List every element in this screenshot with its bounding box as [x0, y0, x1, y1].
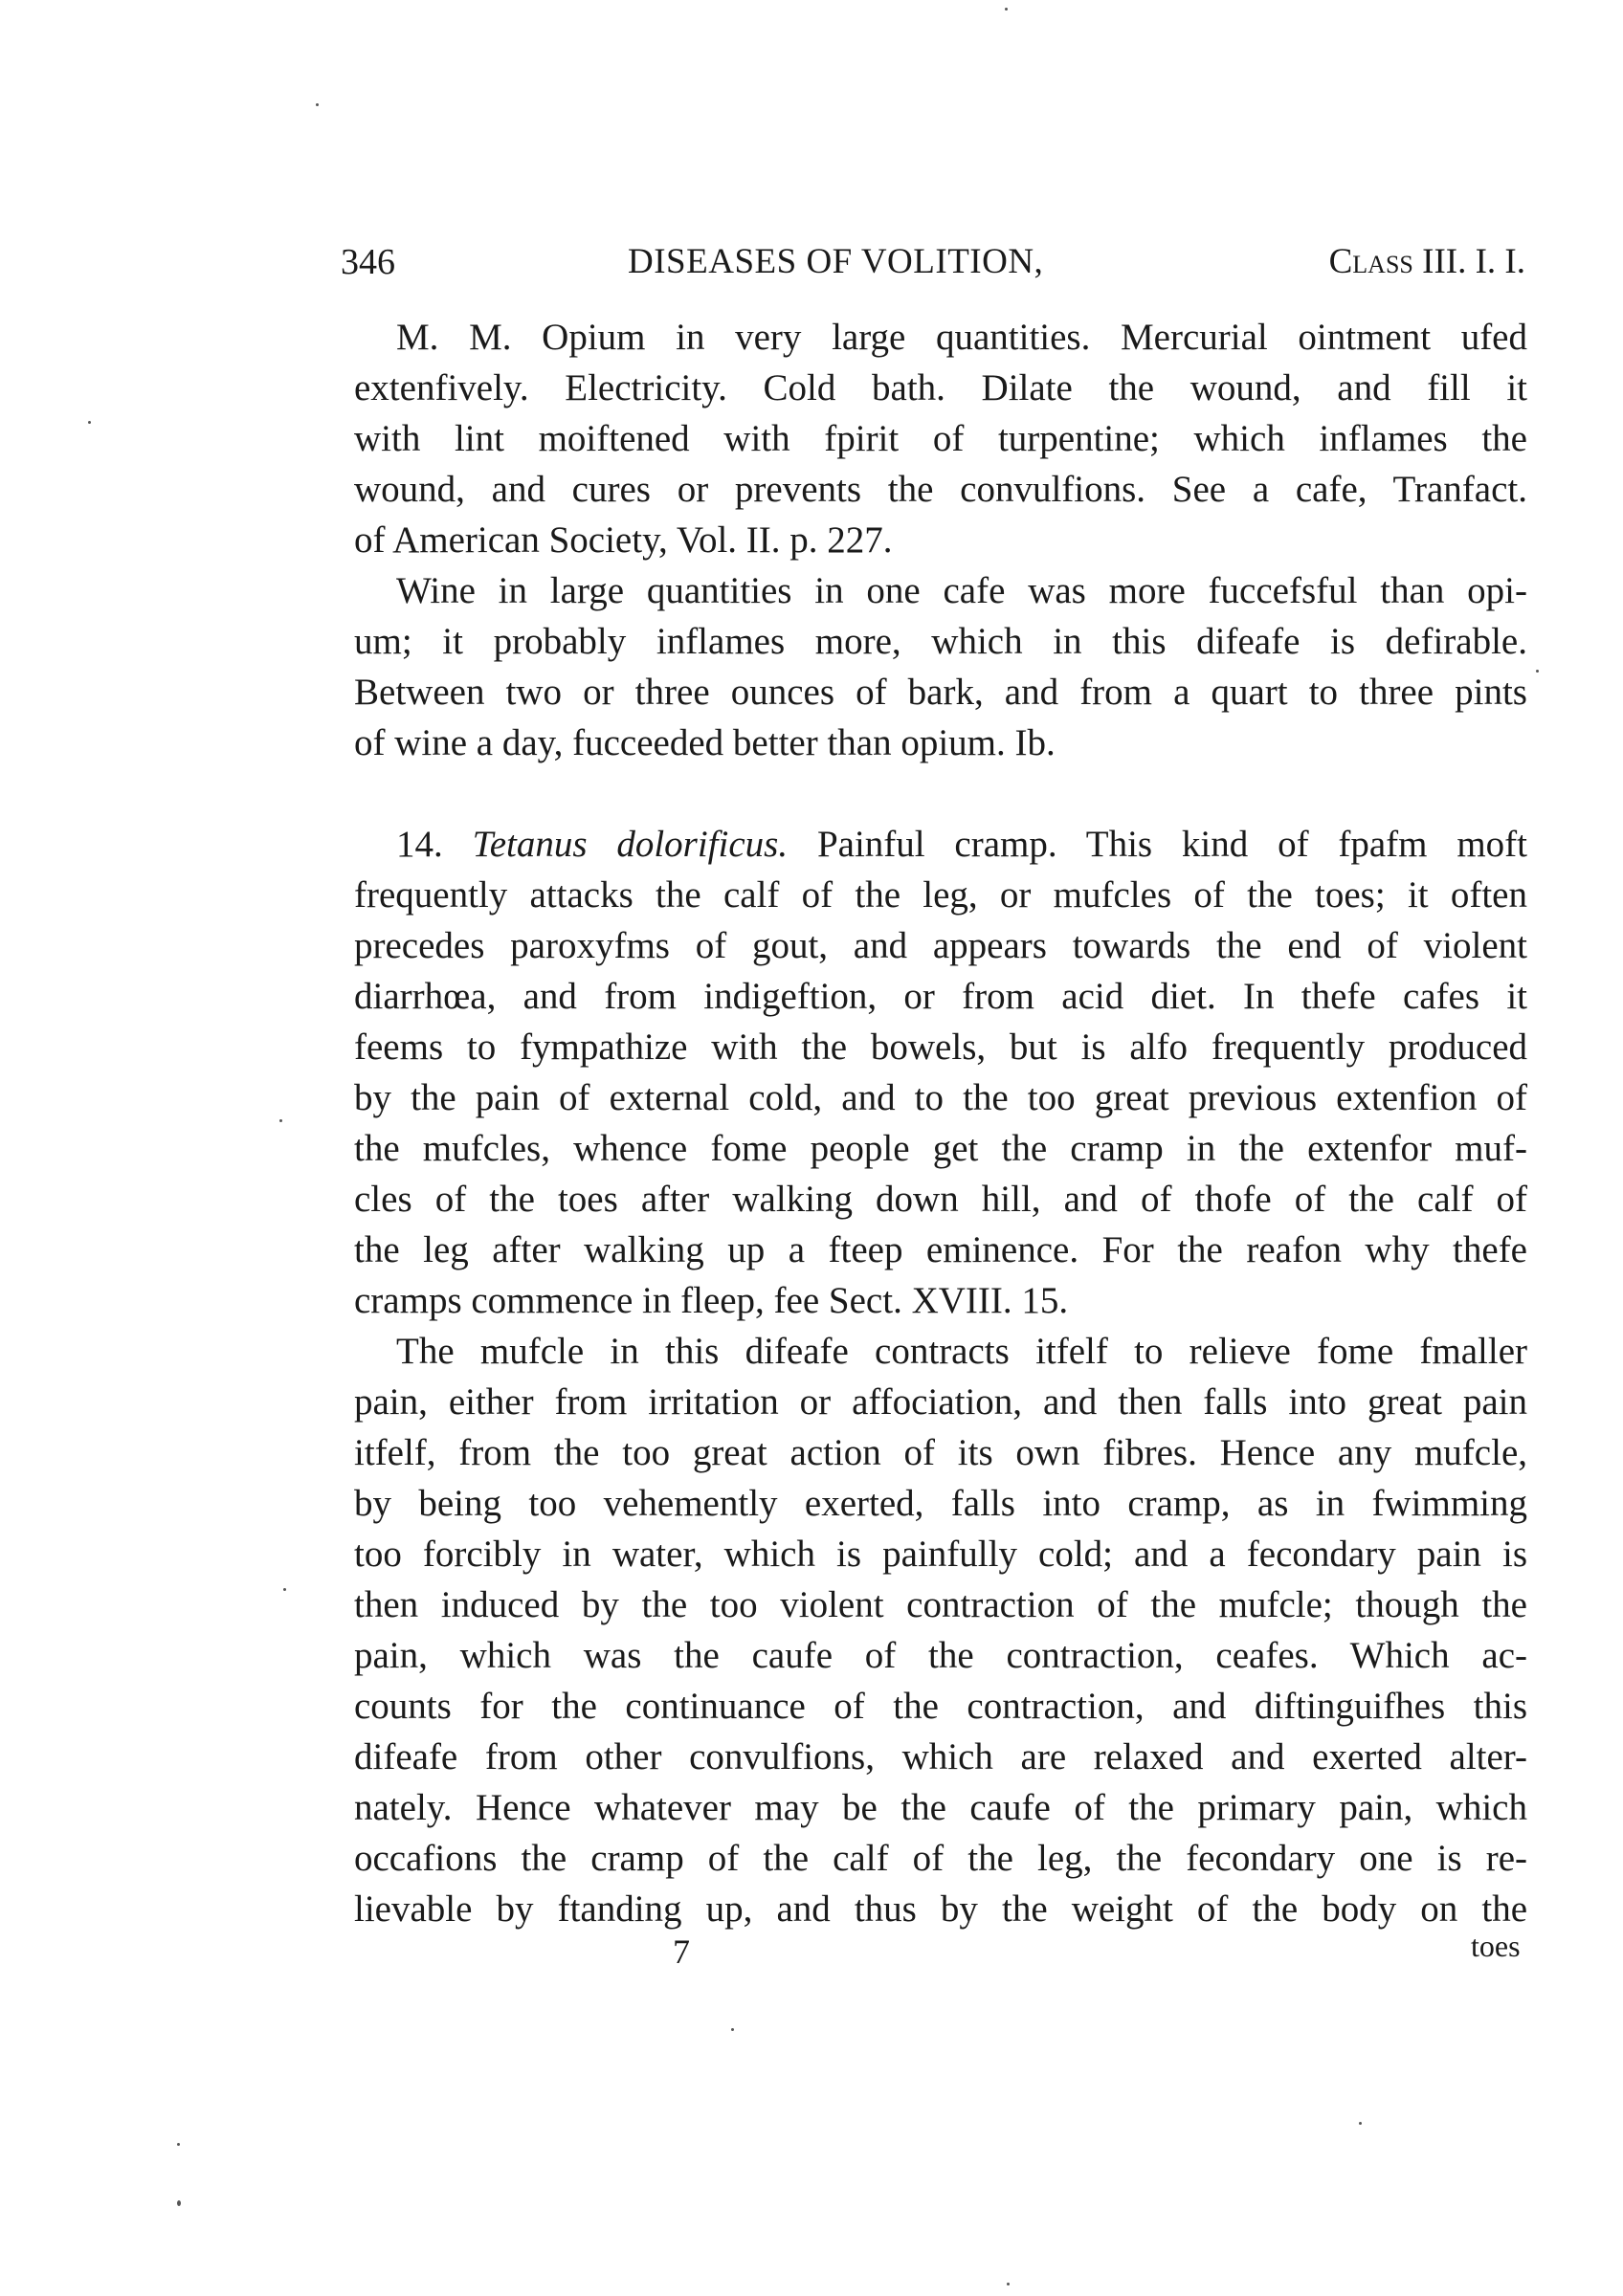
paragraph-muscle [354, 1326, 1527, 1934]
section-heading-line [354, 819, 1527, 870]
scan-speck [177, 2143, 180, 2146]
text-line: the leg after walking up a fteep eminence. For the reafon why thefe [354, 1229, 1527, 1270]
paragraph-tetanus-dolorificus [354, 819, 1527, 1326]
text-line: cles of the toes after walking down hill, and of thofe of the calf of [354, 1179, 1527, 1220]
text-line: nately. Hence whatever may be the caufe of the primary pain, which [354, 1787, 1527, 1828]
text-line: itfelf, from the too great action of its own fibres. Hence any mufcle, [354, 1432, 1527, 1473]
class-reference: Class III. I. I. [1328, 242, 1525, 281]
text-line: frequently attacks the calf of the leg, or mufcles of the toes; it often [354, 874, 1527, 916]
paragraph-wine [354, 565, 1527, 768]
text-line: difeafe from other convulfions, which are relaxed and exerted alter- [354, 1736, 1527, 1777]
text-line: cramps commence in fleep, fee Sect. XVIII. 15. [354, 1280, 1069, 1321]
text-line: by being too vehemently exerted, falls into cramp, as in fwimming [354, 1483, 1527, 1524]
text-line: diarrhœa, and from indigeftion, or from acid diet. In thefe cafes it [354, 976, 1527, 1017]
text-line: extenfively. Electricity. Cold bath. Dilate the wound, and fill it [354, 367, 1527, 408]
scan-speck [1359, 2122, 1362, 2125]
text-line: counts for the continuance of the contraction, and diftinguifhes this [354, 1686, 1527, 1727]
text-line: occafions the cramp of the calf of the leg, the fecondary one is re- [354, 1838, 1527, 1879]
text-line: too forcibly in water, which is painfully cold; and a fecondary pain is [354, 1534, 1527, 1575]
signature-mark: 7 [673, 1932, 690, 1971]
scan-speck [1007, 2283, 1010, 2285]
running-head [341, 239, 1531, 285]
text-line: the mufcles, whence fome people get the cramp in the extenfor muf- [354, 1128, 1527, 1169]
scan-speck [731, 2028, 734, 2031]
text-line: precedes paroxyfms of gout, and appears towards the end of violent [354, 925, 1527, 966]
text-line: Between two or three ounces of bark, and from a quart to three pints [354, 672, 1527, 713]
scan-speck [283, 1588, 286, 1591]
text-line: um; it probably inflames more, which in this difeafe is defirable. [354, 621, 1527, 662]
paragraph-materia-medica [354, 312, 1527, 565]
scan-speck [177, 2200, 181, 2206]
text-line: pain, which was the caufe of the contraction, ceafes. Which ac- [354, 1635, 1527, 1676]
scan-speck [88, 421, 91, 424]
body-text [354, 312, 1527, 1934]
text-line: of wine a day, fucceeded better than opium. Ib. [354, 722, 1056, 763]
running-title: DISEASES OF VOLITION, [628, 242, 1044, 281]
scan-speck [1536, 670, 1539, 673]
page-number: 346 [341, 242, 395, 282]
scan-speck [1005, 8, 1008, 11]
section-number: 14. [396, 824, 443, 865]
text-line: The mufcle in this difeafe contracts itfelf to relieve fome fmaller [396, 1331, 1527, 1372]
text-line: of American Society, Vol. II. p. 227. [354, 519, 893, 561]
text-line: pain, either from irritation or affociation, and then falls into great pain [354, 1381, 1527, 1423]
section-gap [354, 768, 1527, 819]
scan-speck [316, 103, 319, 106]
text-line: wound, and cures or prevents the convulfions. See a cafe, Tranfact. [354, 469, 1527, 510]
text-line: lievable by ftanding up, and thus by the weight of the body on the [354, 1888, 1527, 1930]
scan-speck [279, 1119, 282, 1122]
text-line: M. M. Opium in very large quantities. Mercurial ointment ufed [396, 317, 1527, 358]
text-line: by the pain of external cold, and to the too great previous extenfion of [354, 1077, 1527, 1118]
text-line: with lint moiftened with fpirit of turpentine; which inflames the [354, 418, 1527, 459]
text-line: then induced by the too violent contraction of the mufcle; though the [354, 1584, 1527, 1625]
catchword: toes [1471, 1929, 1521, 1963]
text-run: Painful cramp. This kind of fpafm moft [816, 824, 1527, 865]
species-name: Tetanus dolorificus. [472, 824, 789, 865]
text-line: Wine in large quantities in one cafe was more fuccefsful than opi- [396, 570, 1527, 611]
text-line: feems to fympathize with the bowels, but is alfo frequently produced [354, 1027, 1527, 1068]
